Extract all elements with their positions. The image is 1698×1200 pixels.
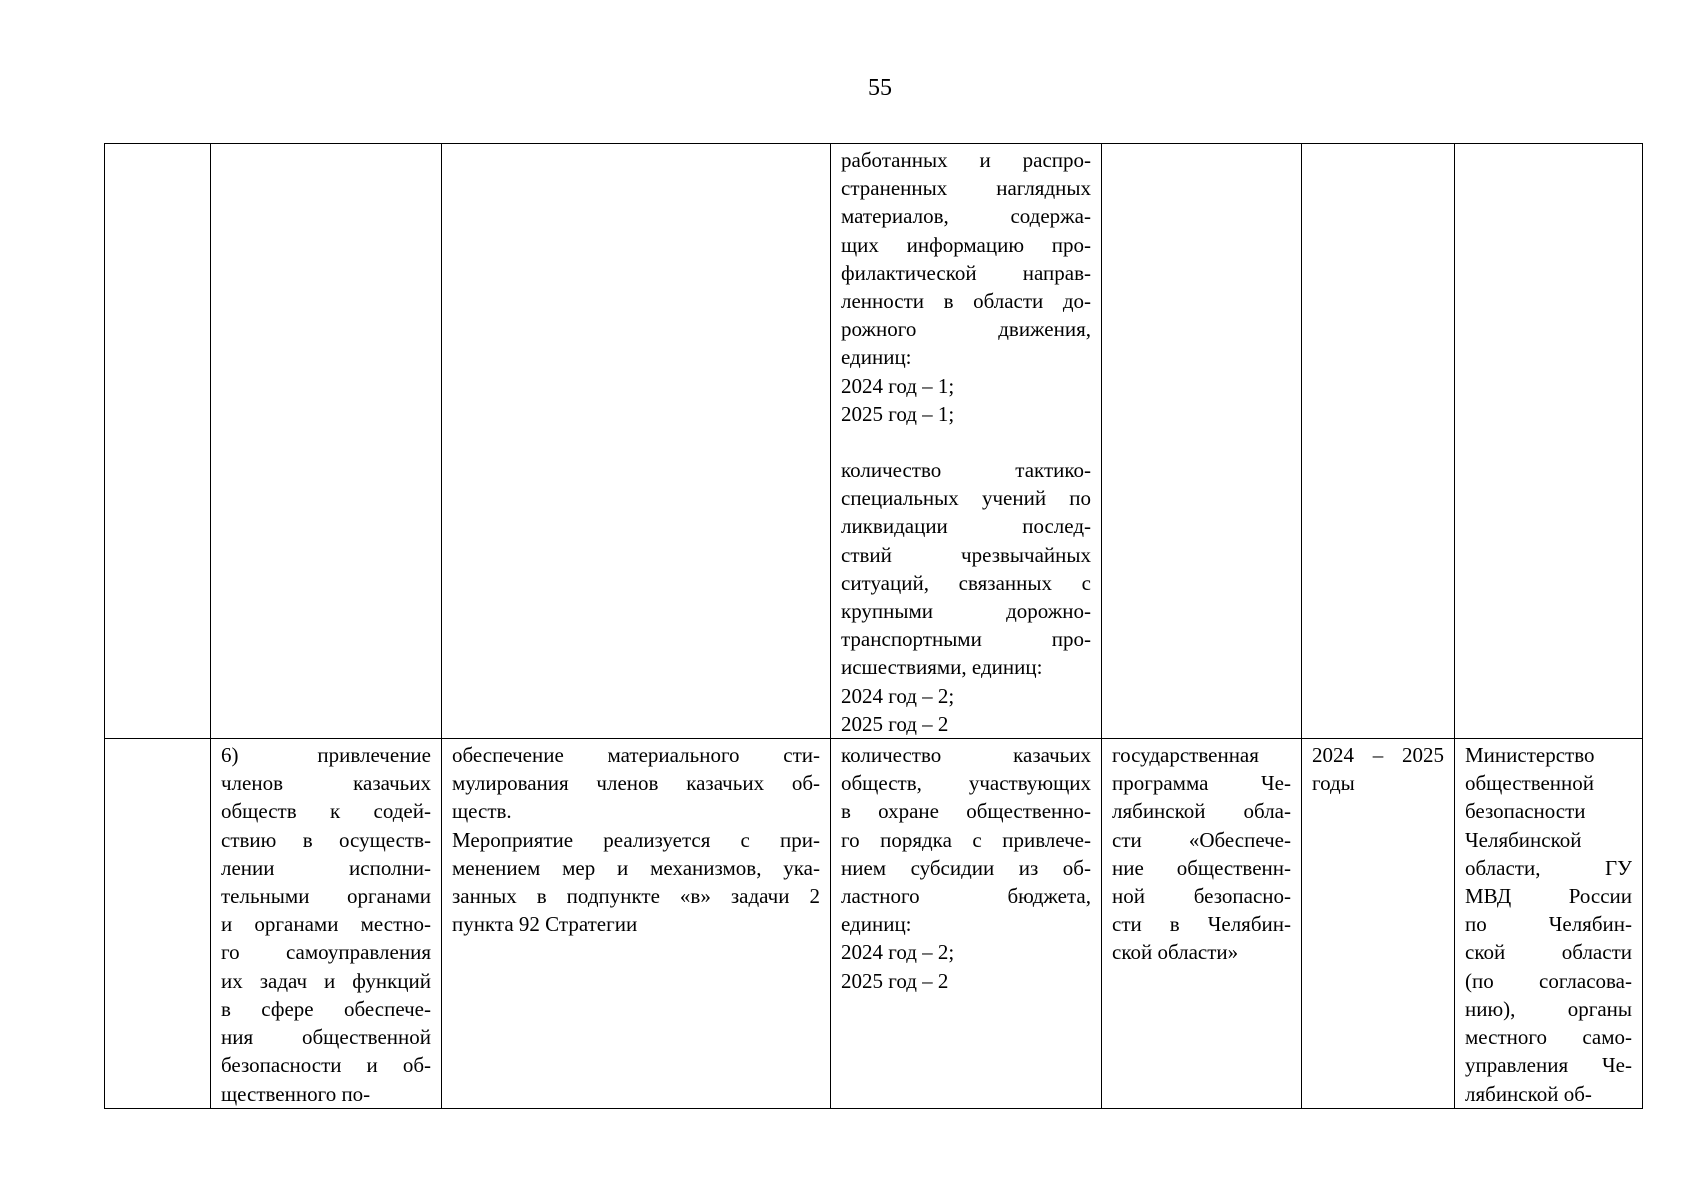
cell-program bbox=[1102, 144, 1302, 739]
cell-program bbox=[1102, 739, 1302, 1109]
cell-task bbox=[211, 144, 442, 739]
cell-number bbox=[105, 739, 211, 1109]
cell-text-line: количество тактико- bbox=[841, 458, 1091, 483]
cell-number bbox=[105, 144, 211, 739]
cell-text-line: сти в Челябин- bbox=[1112, 912, 1291, 937]
cell-text-line: 2024 – 2025 bbox=[1312, 743, 1444, 768]
cell-indicator bbox=[831, 739, 1102, 1109]
cell-text-line: специальных учений по bbox=[841, 486, 1091, 511]
cell-text-line: го порядка с привлече- bbox=[841, 827, 1091, 852]
cell-text-line: области, ГУ bbox=[1465, 855, 1632, 880]
cell-text-line: количество казачьих bbox=[841, 743, 1091, 768]
cell-text-line: ситуаций, связанных с bbox=[841, 570, 1091, 595]
cell-text-line: местного само- bbox=[1465, 1025, 1632, 1050]
cell-text-line: транспортными про- bbox=[841, 627, 1091, 652]
cell-text-line: Мероприятие реализуется с при- bbox=[452, 827, 820, 852]
cell-text-line: ской области bbox=[1465, 940, 1632, 965]
cell-text-line: годы bbox=[1312, 771, 1355, 796]
cell-text-line: крупными дорожно- bbox=[841, 599, 1091, 624]
cell-text-line: 2025 год – 1; bbox=[841, 401, 955, 426]
cell-text-line: лябинской об- bbox=[1465, 1081, 1592, 1106]
cell-measure bbox=[442, 739, 831, 1109]
cell-text-line: государственная bbox=[1112, 743, 1259, 768]
cell-text-line: нию), органы bbox=[1465, 996, 1632, 1021]
cell-executor bbox=[1455, 739, 1643, 1109]
cell-period bbox=[1302, 739, 1455, 1109]
cell-text-line: их задач и функций bbox=[221, 968, 431, 993]
cell-text-line: 2025 год – 2 bbox=[841, 968, 949, 993]
cell-text-line: менением мер и механизмов, ука- bbox=[452, 855, 820, 880]
cell-indicator bbox=[831, 144, 1102, 739]
cell-text-line: ствию в осуществ- bbox=[221, 827, 431, 852]
cell-text-line: управления Че- bbox=[1465, 1053, 1632, 1078]
cell-text-line: программа Че- bbox=[1112, 771, 1291, 796]
cell-executor bbox=[1455, 144, 1643, 739]
cell-text-line: мулирования членов казачьих об- bbox=[452, 771, 820, 796]
cell-text-line: материалов, содержа- bbox=[841, 204, 1091, 229]
cell-text-line: занных в подпункте «в» задачи 2 bbox=[452, 884, 820, 909]
cell-text-line: ствий чрезвычайных bbox=[841, 542, 1091, 567]
cell-text-line: ной безопасно- bbox=[1112, 884, 1291, 909]
cell-text-line: ние общественн- bbox=[1112, 855, 1291, 880]
paragraph-gap bbox=[841, 428, 1091, 456]
cell-task bbox=[211, 739, 442, 1109]
cell-text-line: ния общественной bbox=[221, 1025, 431, 1050]
cell-text-line: в охране общественно- bbox=[841, 799, 1091, 824]
cell-text-line: щественного по- bbox=[221, 1081, 371, 1106]
cell-text-line: 2024 год – 2; bbox=[841, 940, 955, 965]
cell-text-line: исшествиями, единиц: bbox=[841, 655, 1043, 680]
cell-text-line: лябинской обла- bbox=[1112, 799, 1291, 824]
cell-text-line: по Челябин- bbox=[1465, 912, 1632, 937]
cell-text-line: лении исполни- bbox=[221, 855, 431, 880]
cell-text-line: ленности в области до- bbox=[841, 289, 1091, 314]
cell-text-line: обществ, участвующих bbox=[841, 771, 1091, 796]
cell-text-line: сти «Обеспече- bbox=[1112, 827, 1291, 852]
table-row bbox=[105, 739, 1643, 1109]
cell-text-line: нием субсидии из об- bbox=[841, 855, 1091, 880]
cell-text-line: (по согласова- bbox=[1465, 968, 1632, 993]
cell-period bbox=[1302, 144, 1455, 739]
cell-text-line: ской области» bbox=[1112, 940, 1239, 965]
cell-text-line: пункта 92 Стратегии bbox=[452, 912, 638, 937]
cell-text-line: обществ к содей- bbox=[221, 799, 431, 824]
cell-text-line: рожного движения, bbox=[841, 317, 1091, 342]
cell-text-line: Министерство bbox=[1465, 743, 1595, 768]
table-row bbox=[105, 144, 1643, 739]
cell-text-line: обеспечение материального сти- bbox=[452, 743, 820, 768]
cell-text-line: ществ. bbox=[452, 799, 512, 824]
measures-table bbox=[104, 143, 1643, 1109]
cell-text-line: тельными органами bbox=[221, 884, 431, 909]
cell-text-line: ластного бюджета, bbox=[841, 884, 1091, 909]
cell-text-line: 2024 год – 2; bbox=[841, 683, 955, 708]
cell-text-line: безопасности bbox=[1465, 799, 1586, 824]
cell-text-line: страненных наглядных bbox=[841, 176, 1091, 201]
cell-text-line: безопасности и об- bbox=[221, 1053, 431, 1078]
page-number: 55 bbox=[868, 75, 892, 101]
cell-text-line: работанных и распро- bbox=[841, 148, 1091, 172]
cell-text-line: 2024 год – 1; bbox=[841, 373, 955, 398]
cell-text-line: МВД России bbox=[1465, 884, 1632, 909]
cell-text-line: щих информацию про- bbox=[841, 232, 1091, 257]
cell-text-line: 2025 год – 2 bbox=[841, 711, 949, 736]
cell-text-line: 6) привлечение bbox=[221, 743, 431, 768]
cell-text-line: ликвидации послед- bbox=[841, 514, 1091, 539]
cell-measure bbox=[442, 144, 831, 739]
cell-text-line: го самоуправления bbox=[221, 940, 431, 965]
cell-text-line: общественной bbox=[1465, 771, 1595, 796]
cell-text-line: и органами местно- bbox=[221, 912, 431, 937]
cell-text-line: единиц: bbox=[841, 345, 912, 370]
cell-text-line: Челябинской bbox=[1465, 827, 1582, 852]
cell-text-line: единиц: bbox=[841, 912, 912, 937]
cell-text-line: членов казачьих bbox=[221, 771, 431, 796]
cell-text-line: филактической направ- bbox=[841, 260, 1091, 285]
cell-text-line: в сфере обеспече- bbox=[221, 996, 431, 1021]
